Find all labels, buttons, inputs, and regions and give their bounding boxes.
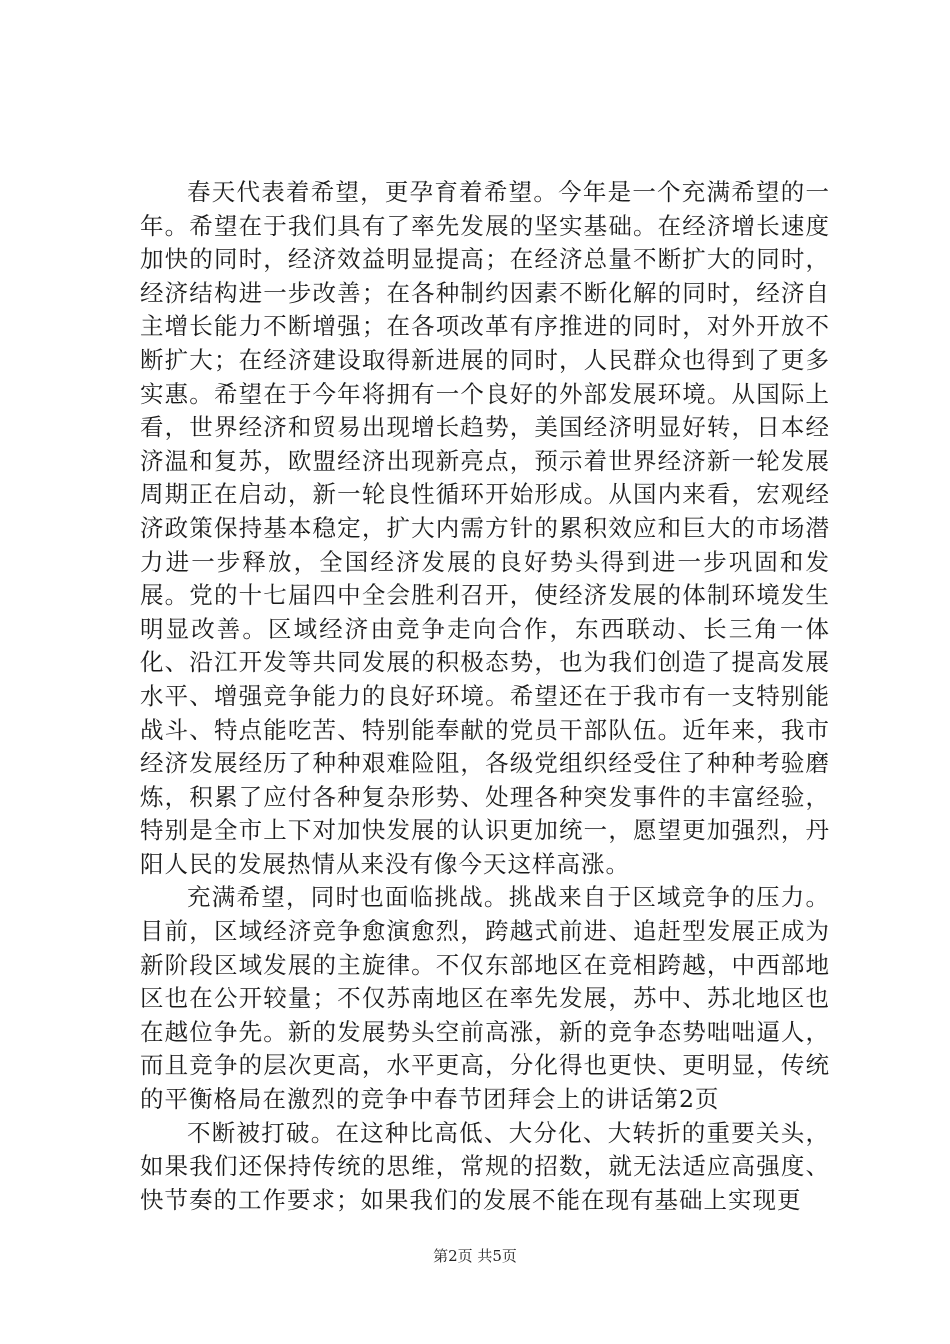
paragraph-hope: 春天代表着希望，更孕育着希望。今年是一个充满希望的一年。希望在于我们具有了率先发展的坚实基础。在经济增长速度加快的同时，经济效益明显提高；在经济总量不断扩大的同时，经济结构进一步改善；在各种制约因素不断化解的同时，经济自主增长能力不断增强；在各项改革有序推进的同时，对外开放不断扩大；在经济建设取得新进展的同时，人民群众也得到了更多实惠。希望在于今年将拥有一个良好的外部发展环境。从国际上看，世界经济和贸易出现增长趋势，美国经济明显好转，日本经济温和复苏，欧盟经济出现新亮点，预示着世界经济新一轮发展周期正在启动，新一轮良性循环开始形成。从国内来看，宏观经济政策保持基本稳定，扩大内需方针的累积效应和巨大的市场潜力进一步释放，全国经济发展的良好势头得到进一步巩固和发展。党的十七届四中全会胜利召开，使经济发展的体制环境发生明显改善。区域经济由竞争走向合作，东西联动、长三角一体化、沿江开发等共同发展的积极态势，也为我们创造了提高发展水平、增强竞争能力的良好环境。希望还在于我市有一支特别能战斗、特点能吃苦、特别能奉献的党员干部队伍。近年来，我市经济发展经历了种种艰难险阻，各级党组织经受住了种种考验磨炼，积累了应付各种复杂形势、处理各种突发事件的丰富经验，特别是全市上下对加快发展的认识更加统一，愿望更加强烈，丹阳人民的发展热情从来没有像今天这样高涨。 [140,178,830,878]
paragraph-challenge: 充满希望，同时也面临挑战。挑战来自于区域竞争的压力。目前，区域经济竞争愈演愈烈，跨越式前进、追赶型发展正成为新阶段区域发展的主旋律。不仅东部地区在竞相跨越，中西部地区也在公开较量；不仅苏南地区在率先发展，苏中、苏北地区也在越位争先。新的发展势头空前高涨，新的竞争态势咄咄逼人，而且竞争的层次更高，水平更高，分化得也更快、更明显，传统的平衡格局在激烈的竞争中春节团拜会上的讲话第2页 [140,883,830,1114]
document-body [140,176,830,1217]
paragraph-continuation: 不断被打破。在这种比高低、大分化、大转折的重要关头，如果我们还保持传统的思维，常规的招数，就无法适应高强度、快节奏的工作要求；如果我们的发展不能在现有基础上实现更 [140,1118,830,1214]
page-footer: 第2页 共5页 [433,1247,517,1265]
